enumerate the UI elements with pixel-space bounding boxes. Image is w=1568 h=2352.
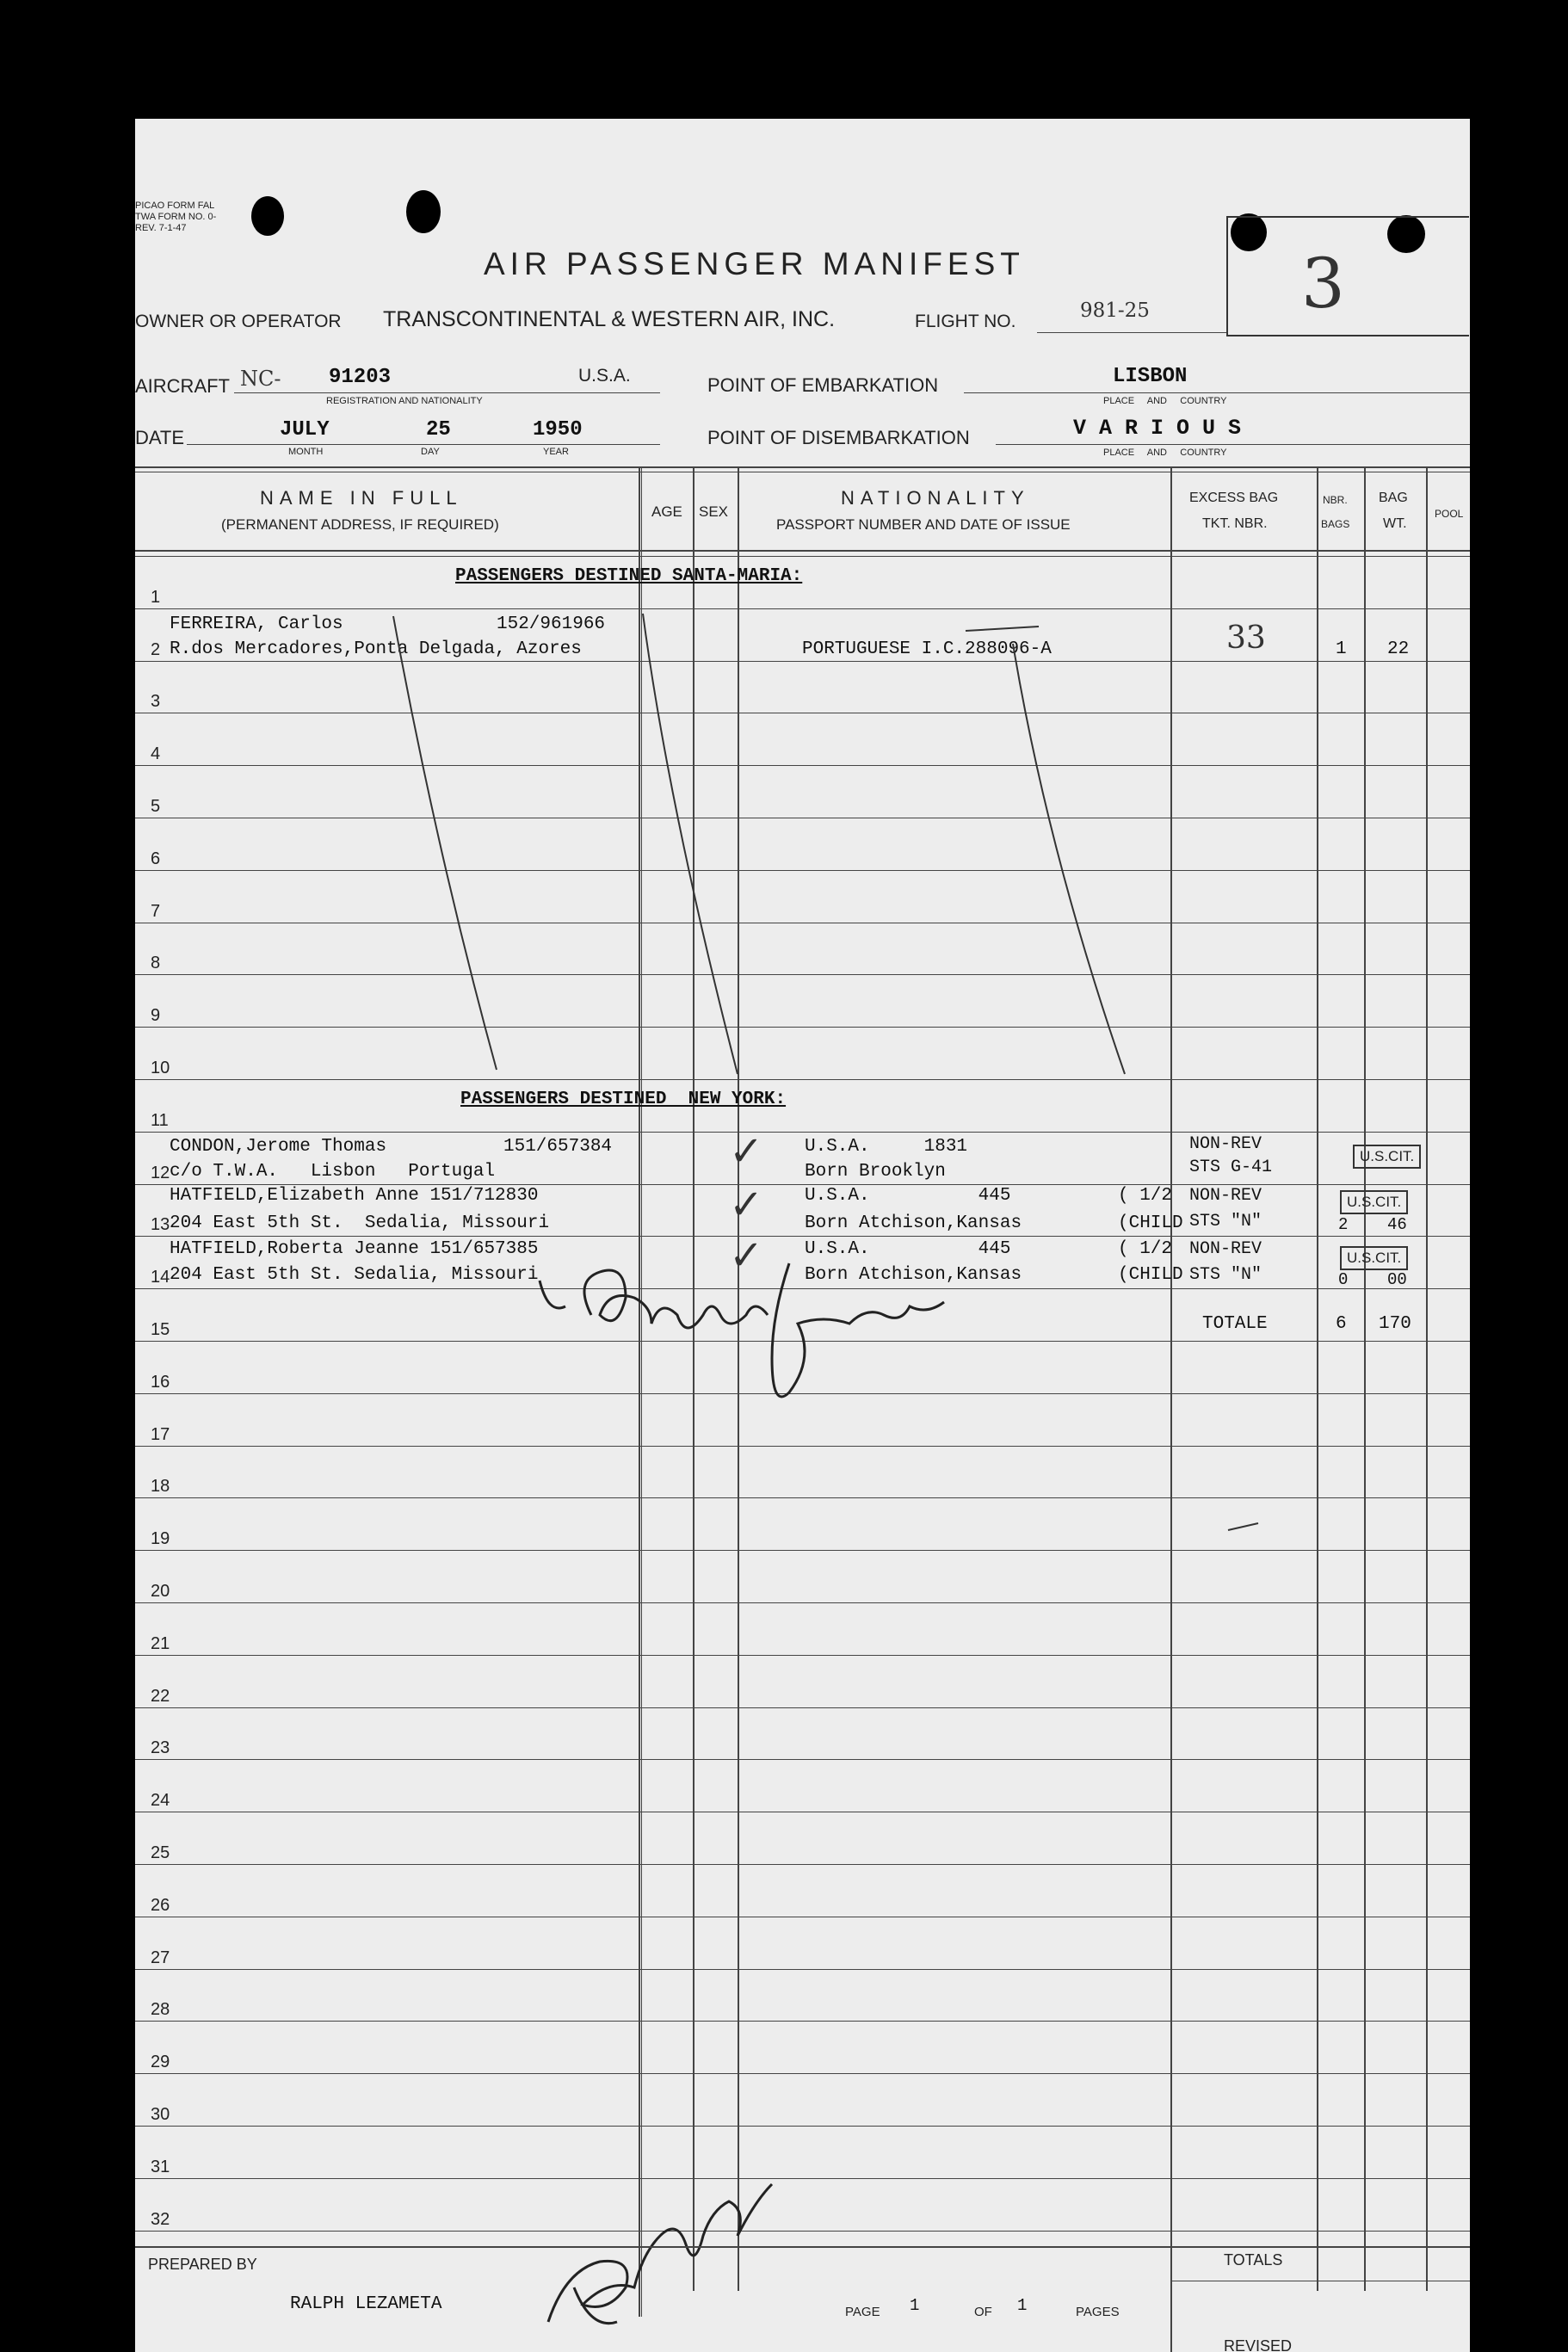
line-number: 26	[151, 1896, 170, 1915]
embark-place-caption: PLACE AND COUNTRY	[1103, 396, 1227, 406]
section-new-york: PASSENGERS DESTINED NEW YORK:	[460, 1090, 787, 1109]
sheet-number: 3	[1301, 244, 1345, 324]
year-caption: YEAR	[543, 447, 569, 457]
header-name-sub: (PERMANENT ADDRESS, IF REQUIRED)	[221, 516, 499, 533]
passenger-3-child-line1: ( 1/2	[1118, 1186, 1173, 1206]
totals-bags: 6	[1336, 1314, 1347, 1334]
line-number: 13	[151, 1215, 170, 1234]
page-number: 1	[910, 2296, 920, 2315]
line-number: 29	[151, 2053, 170, 2071]
passenger-1-bags: 1	[1336, 639, 1347, 659]
line-number: 5	[151, 797, 161, 816]
passenger-4-name: HATFIELD,Roberta Jeanne 151/657385	[170, 1239, 539, 1259]
passenger-4-nat-line2: Born Atchison,Kansas	[805, 1265, 1022, 1285]
passenger-1-ticket: 152/961966	[497, 614, 606, 634]
day-caption: DAY	[421, 447, 440, 457]
line-number: 17	[151, 1425, 170, 1444]
line-number: 4	[151, 744, 161, 763]
line-number: 6	[151, 849, 161, 868]
passenger-4-weight: 00	[1387, 1270, 1407, 1289]
passenger-3-child-line2: (CHILD	[1118, 1213, 1183, 1233]
of-label: OF	[974, 2305, 992, 2319]
date-label: DATE	[135, 427, 185, 448]
check-mark-icon: ✓	[729, 1232, 764, 1280]
aircraft-label: AIRCRAFT	[135, 375, 230, 397]
passenger-2-citizen-stamp: U.S.CIT.	[1353, 1145, 1421, 1169]
line-number: 24	[151, 1791, 170, 1810]
line-number: 32	[151, 2210, 170, 2229]
prepared-by-name: RALPH LEZAMETA	[290, 2294, 442, 2314]
line-number: 18	[151, 1477, 170, 1496]
passenger-2-nat-line2: Born Brooklyn	[805, 1162, 946, 1182]
line-number: 20	[151, 1582, 170, 1601]
header-excess-sub: TKT. NBR.	[1202, 516, 1268, 531]
passenger-4-excess-line1: NON-REV	[1189, 1239, 1262, 1259]
line-number: 8	[151, 954, 161, 972]
header-bag-sub: WT.	[1383, 516, 1407, 531]
revised-label: REVISED	[1224, 2337, 1293, 2352]
totals-footer-label: TOTALS	[1224, 2251, 1283, 2269]
line-number: 2	[151, 640, 161, 659]
line-number: 22	[151, 1687, 170, 1706]
passenger-4-nat-line1: U.S.A. 445	[805, 1239, 1011, 1259]
embark-label: POINT OF EMBARKATION	[707, 374, 939, 396]
line-number: 23	[151, 1738, 170, 1757]
aircraft-prefix: NC-	[240, 367, 281, 391]
passenger-3-citizen-stamp: U.S.CIT.	[1340, 1190, 1408, 1214]
passenger-2-excess-line1: NON-REV	[1189, 1134, 1262, 1154]
page-label: PAGE	[845, 2305, 880, 2319]
owner-label: OWNER OR OPERATOR	[135, 312, 342, 331]
handwritten-marks	[135, 119, 1470, 2352]
pages-label: PAGES	[1076, 2305, 1120, 2319]
check-mark-icon: ✓	[729, 1181, 764, 1229]
passenger-4-address: 204 East 5th St. Sedalia, Missouri	[170, 1265, 539, 1285]
operator-name: TRANSCONTINENTAL & WESTERN AIR, INC.	[383, 307, 836, 331]
disembark-label: POINT OF DISEMBARKATION	[707, 427, 970, 448]
date-year: 1950	[533, 418, 583, 441]
aircraft-nationality: U.S.A.	[578, 366, 631, 386]
passenger-4-excess-line2: STS "N"	[1189, 1265, 1262, 1285]
date-month: JULY	[280, 418, 330, 441]
passenger-1-name: FERREIRA, Carlos	[170, 614, 343, 634]
passenger-3-address: 204 East 5th St. Sedalia, Missouri	[170, 1213, 550, 1233]
disembark-value: V A R I O U S	[1073, 416, 1242, 441]
passenger-3-excess-line1: NON-REV	[1189, 1186, 1262, 1206]
totals-weight: 170	[1379, 1314, 1411, 1334]
header-nbr: NBR.	[1323, 494, 1348, 506]
header-nationality-sub: PASSPORT NUMBER AND DATE OF ISSUE	[776, 516, 1071, 533]
page-total: 1	[1017, 2296, 1028, 2315]
passenger-2-ticket: 151/657384	[503, 1137, 613, 1157]
signature-icon	[540, 1263, 944, 1397]
header-age: AGE	[651, 503, 682, 520]
preparer-signature-icon	[548, 2184, 772, 2324]
passenger-2-excess-line2: STS G-41	[1189, 1157, 1273, 1177]
form-code: PICAO FORM FAL TWA FORM NO. 0- REV. 7-1-47	[135, 201, 217, 233]
line-number: 7	[151, 902, 161, 921]
header-excess: EXCESS BAG	[1189, 491, 1279, 505]
section-santa-maria: PASSENGERS DESTINED SANTA-MARIA:	[455, 566, 803, 586]
passenger-3-bags: 2	[1338, 1215, 1349, 1234]
disembark-place-caption: PLACE AND COUNTRY	[1103, 448, 1227, 458]
check-mark-icon: ✓	[729, 1127, 764, 1176]
line-number: 9	[151, 1006, 161, 1025]
line-number: 11	[151, 1111, 169, 1130]
header-sex: SEX	[699, 503, 729, 520]
cancel-strokes	[393, 614, 1258, 1530]
line-number: 19	[151, 1529, 170, 1548]
line-number: 27	[151, 1948, 170, 1967]
passenger-4-bags: 0	[1338, 1270, 1349, 1289]
passenger-3-name: HATFIELD,Elizabeth Anne 151/712830	[170, 1186, 539, 1206]
passenger-3-nat-line1: U.S.A. 445	[805, 1186, 1011, 1206]
passenger-2-nat-line1: U.S.A. 1831	[805, 1137, 968, 1157]
line-number: 31	[151, 2158, 170, 2176]
line-number: 1	[151, 588, 161, 607]
header-nationality: NATIONALITY	[841, 487, 1030, 509]
totals-label: TOTALE	[1202, 1314, 1268, 1334]
line-number: 14	[151, 1268, 170, 1287]
month-caption: MONTH	[288, 447, 324, 457]
passenger-4-child-line1: ( 1/2	[1118, 1239, 1173, 1259]
line-number: 30	[151, 2105, 170, 2124]
manifest-page	[135, 119, 1470, 2352]
line-number: 25	[151, 1843, 170, 1862]
header-pool: POOL	[1435, 508, 1464, 520]
flight-number: 981-25	[1080, 299, 1150, 322]
line-number: 16	[151, 1373, 170, 1392]
date-day: 25	[426, 418, 451, 441]
passenger-3-excess-line2: STS "N"	[1189, 1212, 1262, 1232]
passenger-2-name: CONDON,Jerome Thomas	[170, 1137, 387, 1157]
passenger-1-nationality: PORTUGUESE I.C.288096-A	[802, 639, 1052, 659]
line-number: 21	[151, 1634, 170, 1653]
passenger-3-weight: 46	[1387, 1215, 1407, 1234]
passenger-1-excess: 33	[1226, 620, 1266, 656]
line-number: 12	[151, 1164, 170, 1182]
manifest-title: AIR PASSENGER MANIFEST	[484, 246, 1025, 281]
registration-caption: REGISTRATION AND NATIONALITY	[326, 396, 483, 406]
line-number: 28	[151, 2000, 170, 2019]
header-name: NAME IN FULL	[260, 487, 463, 509]
flight-label: FLIGHT NO.	[915, 312, 1016, 331]
header-nbr-sub: BAGS	[1321, 518, 1350, 530]
prepared-by-label: PREPARED BY	[148, 2256, 257, 2273]
embark-value: LISBON	[1113, 365, 1188, 388]
passenger-4-citizen-stamp: U.S.CIT.	[1340, 1246, 1408, 1270]
line-number: 10	[151, 1059, 170, 1077]
passenger-3-nat-line2: Born Atchison,Kansas	[805, 1213, 1022, 1233]
header-bag: BAG	[1379, 491, 1408, 505]
passenger-2-address: c/o T.W.A. Lisbon Portugal	[170, 1162, 496, 1182]
aircraft-registration: 91203	[329, 366, 392, 389]
passenger-1-address: R.dos Mercadores,Ponta Delgada, Azores	[170, 639, 582, 659]
line-number: 15	[151, 1320, 170, 1339]
line-number: 3	[151, 692, 161, 711]
passenger-4-child-line2: (CHILD	[1118, 1265, 1183, 1285]
passenger-1-weight: 22	[1387, 639, 1410, 659]
